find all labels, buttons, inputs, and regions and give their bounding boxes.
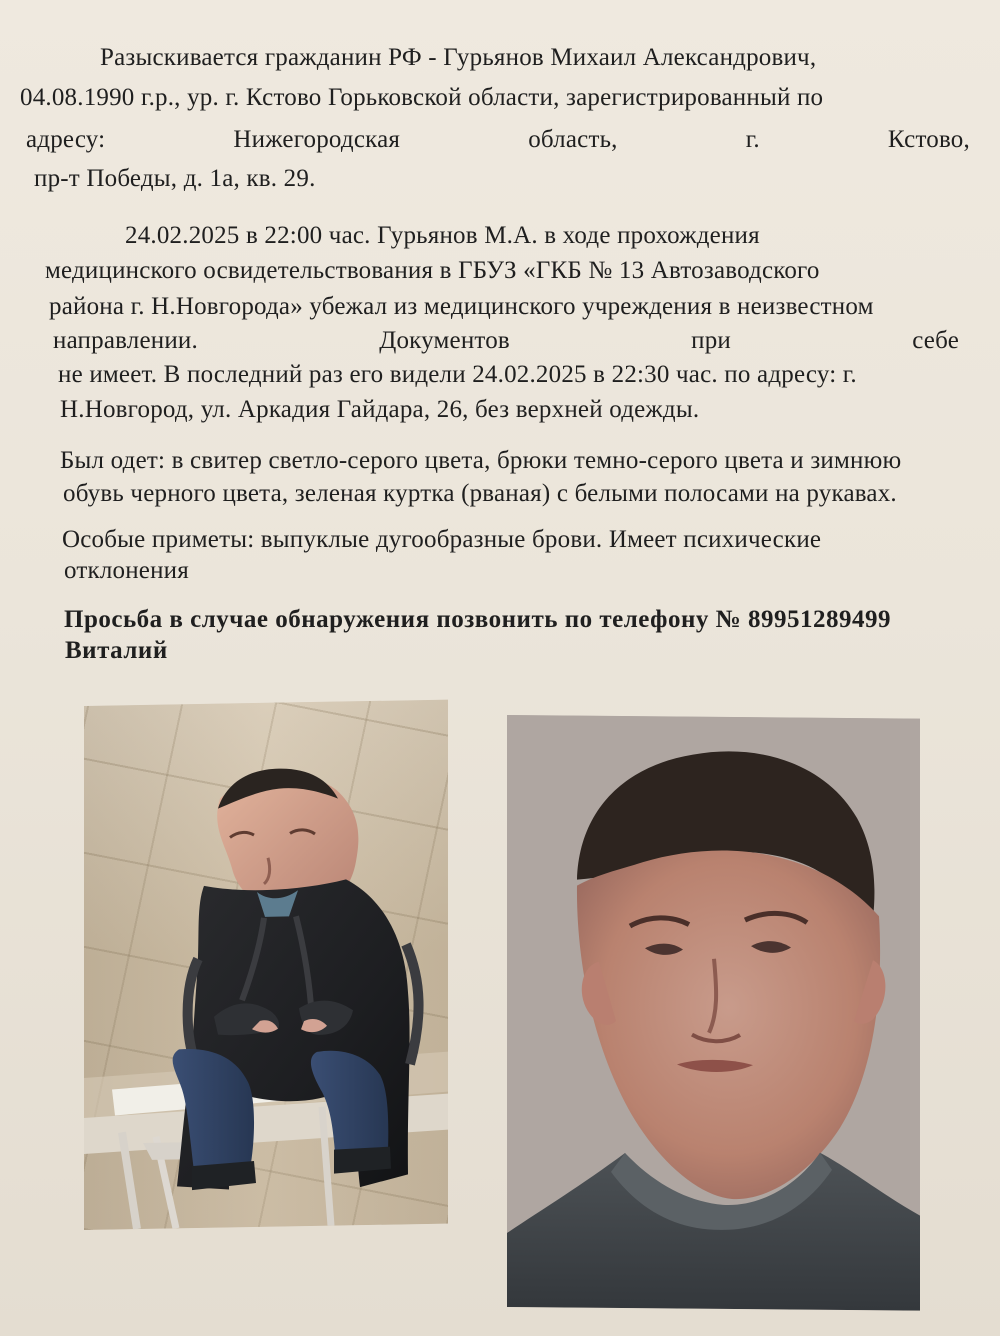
- clothing-line-2: обувь черного цвета, зеленая куртка (рваная) с белыми полосами на рукавах.: [63, 480, 897, 507]
- incident-word-2: Документов: [379, 327, 510, 354]
- incident-line-2: медицинского освидетельствования в ГБУЗ «ГКБ № 13 Автозаводского: [45, 257, 820, 284]
- address-word-4: г.: [745, 126, 760, 153]
- incident-word-4: себе: [912, 327, 959, 354]
- features-line-1: Особые приметы: выпуклые дугообразные брови. Имеет психические: [62, 526, 822, 553]
- address-word-3: область,: [528, 126, 618, 153]
- intro-line-3: [26, 125, 970, 155]
- incident-line-1: 24.02.2025 в 22:00 час. Гурьянов М.А. в ходе прохождения: [125, 222, 760, 249]
- contact-request-line-1: Просьба в случае обнаружения позвонить по телефону № 89951289499: [64, 606, 891, 633]
- address-word-1: адресу:: [26, 126, 106, 153]
- clothing-line-1: Был одет: в свитер светло-серого цвета, брюки темно-серого цвета и зимнюю: [60, 447, 902, 474]
- address-word-5: Кстово,: [887, 126, 970, 153]
- features-line-2: отклонения: [64, 557, 189, 584]
- incident-line-4: [53, 326, 959, 356]
- intro-line-4: пр-т Победы, д. 1а, кв. 29.: [34, 165, 316, 192]
- address-word-2: Нижегородская: [233, 126, 401, 153]
- incident-word-3: при: [691, 327, 731, 354]
- incident-line-3: района г. Н.Новгорода» убежал из медицинского учреждения в неизвестном: [49, 293, 874, 320]
- right-portrait-photo: [507, 715, 920, 1311]
- portrait-illustration: [507, 715, 920, 1311]
- intro-line-2: 04.08.1990 г.р., ур. г. Кстово Горьковской области, зарегистрированный по: [20, 84, 824, 111]
- left-photo: [84, 700, 448, 1230]
- incident-line-6: Н.Новгород, ул. Аркадия Гайдара, 26, без верхней одежды.: [60, 396, 700, 423]
- contact-request-line-2: Виталий: [65, 637, 168, 664]
- incident-line-5: не имеет. В последний раз его видели 24.02.2025 в 22:30 час. по адресу: г.: [58, 361, 857, 388]
- intro-line-1: Разыскивается гражданин РФ - Гурьянов Михаил Александрович,: [100, 44, 817, 71]
- seated-man-illustration: [84, 700, 448, 1230]
- incident-word-1: направлении.: [53, 327, 198, 354]
